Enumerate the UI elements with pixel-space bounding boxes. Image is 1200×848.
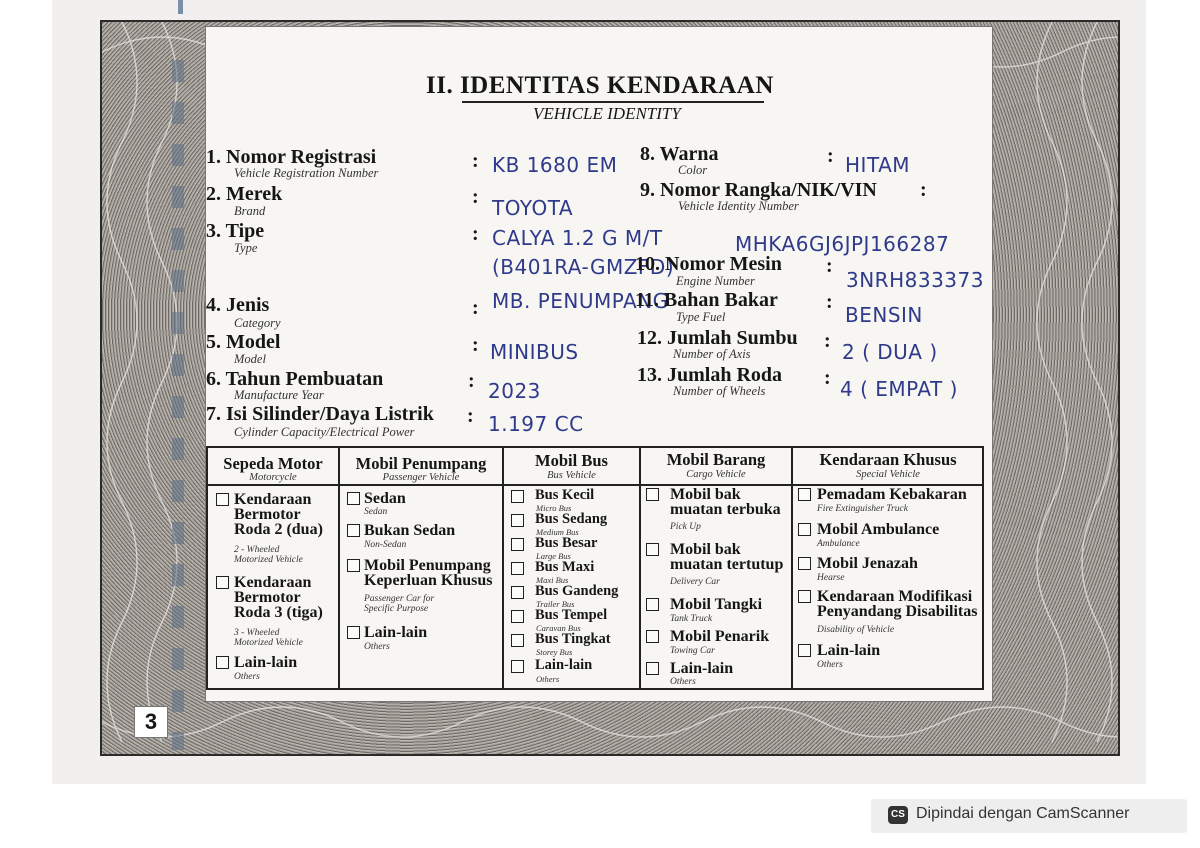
checkbox-cargo-towing[interactable] [646, 630, 659, 643]
binder-mark [178, 0, 183, 14]
checkbox-passenger-special[interactable] [347, 559, 360, 572]
document-subtitle: VEHICLE IDENTITY [533, 104, 681, 123]
column-header-cargo: Mobil Barang [666, 450, 766, 469]
item-sub-special-fire: Fire Extinguisher Truck [817, 504, 908, 514]
field-label-fuel: 11. Bahan Bakar [635, 289, 778, 311]
checkbox-cargo-tank[interactable] [646, 598, 659, 611]
item-sub-motorcycle-3wheel: 3 - Wheeled Motorized Vehicle [234, 628, 303, 648]
column-subheader-passenger: Passenger Vehicle [382, 472, 460, 483]
item-cargo-other: Lain-lain [670, 660, 734, 677]
checkbox-special-fire[interactable] [798, 488, 811, 501]
field-sub-type: Type [234, 241, 258, 255]
column-header-bus: Mobil Bus [535, 451, 608, 470]
camscanner-logo-icon: CS [888, 806, 908, 824]
item-sub-motorcycle-other: Others [234, 672, 260, 682]
binder-holes [172, 60, 184, 750]
colon: : [826, 291, 833, 313]
checkbox-bus-caravan[interactable] [511, 610, 524, 623]
item-sub-bus-maxi: Maxi Bus [536, 575, 569, 585]
checkbox-motorcycle-other[interactable] [216, 656, 229, 669]
item-sub-bus-other: Others [536, 674, 560, 684]
field-label-axis: 12. Jumlah Sumbu [637, 327, 798, 349]
item-cargo-towing: Mobil Penarik [670, 628, 770, 645]
field-sub-wheels: Number of Wheels [673, 384, 766, 398]
checkbox-special-disability[interactable] [798, 590, 811, 603]
checkbox-bus-maxi[interactable] [511, 562, 524, 575]
colon: : [824, 367, 831, 389]
checkbox-motorcycle-3wheel[interactable] [216, 576, 229, 589]
field-sub-engine: Engine Number [676, 274, 755, 288]
item-sub-bus-medium: Medium Bus [536, 527, 579, 537]
item-motorcycle-3wheel: Kendaraan Bermotor Roda 3 (tiga) [234, 574, 323, 621]
field-value-engine: 3NRH833373 [846, 268, 984, 292]
item-sub-passenger-sedan: Sedan [364, 507, 388, 517]
item-sub-bus-caravan: Caravan Bus [536, 623, 581, 633]
document-title: II. IDENTITAS KENDARAAN [426, 72, 774, 99]
item-sub-passenger-nonsedan: Non-Sedan [364, 540, 407, 550]
colon: : [826, 255, 833, 277]
item-sub-bus-micro: Micro Bus [536, 503, 572, 513]
item-passenger-special: Mobil Penumpang Keperluan Khusus [364, 557, 493, 589]
checkbox-motorcycle-2wheel[interactable] [216, 493, 229, 506]
checkbox-cargo-open[interactable] [646, 488, 659, 501]
item-sub-special-hearse: Hearse [817, 573, 845, 583]
checkbox-special-ambulance[interactable] [798, 523, 811, 536]
item-cargo-open: Mobil bak muatan terbuka [670, 486, 781, 518]
item-sub-passenger-other: Others [364, 642, 390, 652]
field-label-model: 5. Model [206, 331, 281, 353]
field-sub-registration: Vehicle Registration Number [234, 166, 379, 180]
column-subheader-bus: Bus Vehicle [547, 470, 596, 481]
checkbox-cargo-other[interactable] [646, 662, 659, 675]
field-label-vin: 9. Nomor Rangka/NIK/VIN [640, 179, 877, 201]
item-sub-cargo-other: Others [670, 677, 696, 687]
field-label-type: 3. Tipe [206, 220, 265, 242]
field-value-wheels: 4 ( EMPAT ) [840, 377, 958, 401]
checkbox-bus-trailer[interactable] [511, 586, 524, 599]
item-bus-micro: Bus Kecil [535, 487, 595, 503]
checkbox-bus-micro[interactable] [511, 490, 524, 503]
table-column-divider [791, 446, 793, 690]
colon: : [827, 145, 834, 167]
item-special-other: Lain-lain [817, 642, 881, 659]
field-value-model: MINIBUS [490, 340, 579, 364]
item-passenger-sedan: Sedan [364, 490, 406, 507]
checkbox-special-other[interactable] [798, 644, 811, 657]
column-subheader-special: Special Vehicle [856, 469, 920, 480]
item-sub-bus-storey: Storey Bus [536, 647, 573, 657]
field-sub-vin: Vehicle Identity Number [678, 199, 799, 213]
column-header-motorcycle: Sepeda Motor [223, 454, 323, 473]
colon: : [467, 405, 474, 427]
field-label-engine: 10. Nomor Mesin [635, 253, 782, 275]
item-sub-cargo-tank: Tank Truck [670, 614, 713, 624]
checkbox-special-hearse[interactable] [798, 557, 811, 570]
colon: : [824, 330, 831, 352]
checkbox-passenger-nonsedan[interactable] [347, 524, 360, 537]
field-sub-brand: Brand [234, 204, 266, 218]
field-value-fuel: BENSIN [845, 303, 923, 327]
item-sub-special-other: Others [817, 660, 843, 670]
field-sub-cylinder: Cylinder Capacity/Electrical Power [234, 425, 415, 439]
item-sub-cargo-closed: Delivery Car [670, 577, 720, 587]
title-underline [462, 101, 764, 103]
field-label-cylinder: 7. Isi Silinder/Daya Listrik [206, 403, 434, 425]
item-bus-maxi: Bus Maxi [535, 559, 595, 575]
checkbox-bus-other[interactable] [511, 660, 524, 673]
field-sub-fuel: Type Fuel [676, 310, 726, 324]
checkbox-passenger-other[interactable] [347, 626, 360, 639]
field-value-category: MB. PENUMPANG [492, 289, 669, 313]
item-bus-caravan: Bus Tempel [535, 607, 608, 623]
field-value-vin: MHKA6GJ6JPJ166287 [735, 232, 950, 256]
colon: : [920, 179, 927, 201]
colon: : [472, 223, 479, 245]
checkbox-cargo-closed[interactable] [646, 543, 659, 556]
field-label-category: 4. Jenis [206, 294, 270, 316]
item-cargo-closed: Mobil bak muatan tertutup [670, 541, 784, 573]
item-motorcycle-other: Lain-lain [234, 654, 298, 671]
column-subheader-motorcycle: Motorcycle [249, 472, 297, 483]
item-special-disability: Kendaraan Modifikasi Penyandang Disabilitas [817, 588, 978, 620]
column-header-special: Kendaraan Khusus [819, 450, 957, 469]
item-bus-large: Bus Besar [535, 535, 598, 551]
item-bus-other: Lain-lain [535, 657, 593, 673]
item-sub-bus-large: Large Bus [536, 551, 571, 561]
checkbox-bus-medium[interactable] [511, 514, 524, 527]
field-sub-model: Model [234, 352, 266, 366]
column-header-passenger: Mobil Penumpang [355, 454, 487, 473]
item-special-hearse: Mobil Jenazah [817, 555, 918, 572]
checkbox-bus-large[interactable] [511, 538, 524, 551]
field-sub-year: Manufacture Year [234, 388, 324, 402]
item-sub-motorcycle-2wheel: 2 - Wheeled Motorized Vehicle [234, 545, 303, 565]
field-label-registration: 1. Nomor Registrasi [206, 146, 377, 168]
field-value-type: CALYA 1.2 G M/T [492, 226, 663, 250]
column-subheader-cargo: Cargo Vehicle [686, 469, 746, 480]
table-column-divider [639, 446, 641, 690]
page-number: 3 [134, 706, 168, 738]
field-value-registration: KB 1680 EM [492, 153, 618, 177]
field-value-year: 2023 [488, 379, 541, 403]
item-passenger-nonsedan: Bukan Sedan [364, 522, 456, 539]
colon: : [468, 370, 475, 392]
item-sub-special-disability: Disability of Vehicle [817, 625, 895, 635]
item-sub-cargo-towing: Towing Car [670, 646, 715, 656]
field-sub-color: Color [678, 163, 708, 177]
item-sub-bus-trailer: Trailer Bus [536, 599, 575, 609]
field-label-year: 6. Tahun Pembuatan [206, 368, 384, 390]
item-motorcycle-2wheel: Kendaraan Bermotor Roda 2 (dua) [234, 491, 323, 538]
item-sub-cargo-open: Pick Up [670, 522, 701, 532]
colon: : [472, 186, 479, 208]
item-special-ambulance: Mobil Ambulance [817, 521, 940, 538]
camscanner-text: Dipindai dengan CamScanner [916, 805, 1130, 822]
field-label-color: 8. Warna [640, 143, 719, 165]
colon: : [472, 334, 479, 356]
field-value-color: HITAM [845, 153, 911, 177]
table-column-divider [502, 446, 504, 690]
item-sub-passenger-special: Passenger Car for Specific Purpose [364, 594, 435, 614]
colon: : [472, 150, 479, 172]
item-bus-storey: Bus Tingkat [535, 631, 611, 647]
field-sub-axis: Number of Axis [673, 347, 751, 361]
item-special-fire: Pemadam Kebakaran [817, 486, 967, 503]
item-passenger-other: Lain-lain [364, 624, 428, 641]
item-sub-special-ambulance: Ambulance [817, 539, 860, 549]
item-bus-medium: Bus Sedang [535, 511, 608, 527]
field-value-brand: TOYOTA [492, 196, 574, 220]
field-sub-category: Category [234, 316, 281, 330]
field-value-axis: 2 ( DUA ) [842, 340, 938, 364]
checkbox-bus-storey[interactable] [511, 634, 524, 647]
field-value-type-code: (B401RA-GMZFD) [492, 255, 675, 279]
field-label-brand: 2. Merek [206, 183, 283, 205]
colon: : [472, 297, 479, 319]
field-label-wheels: 13. Jumlah Roda [637, 364, 783, 386]
item-cargo-tank: Mobil Tangki [670, 596, 763, 613]
item-bus-trailer: Bus Gandeng [535, 583, 619, 599]
field-value-cylinder: 1.197 CC [488, 412, 584, 436]
checkbox-passenger-sedan[interactable] [347, 492, 360, 505]
